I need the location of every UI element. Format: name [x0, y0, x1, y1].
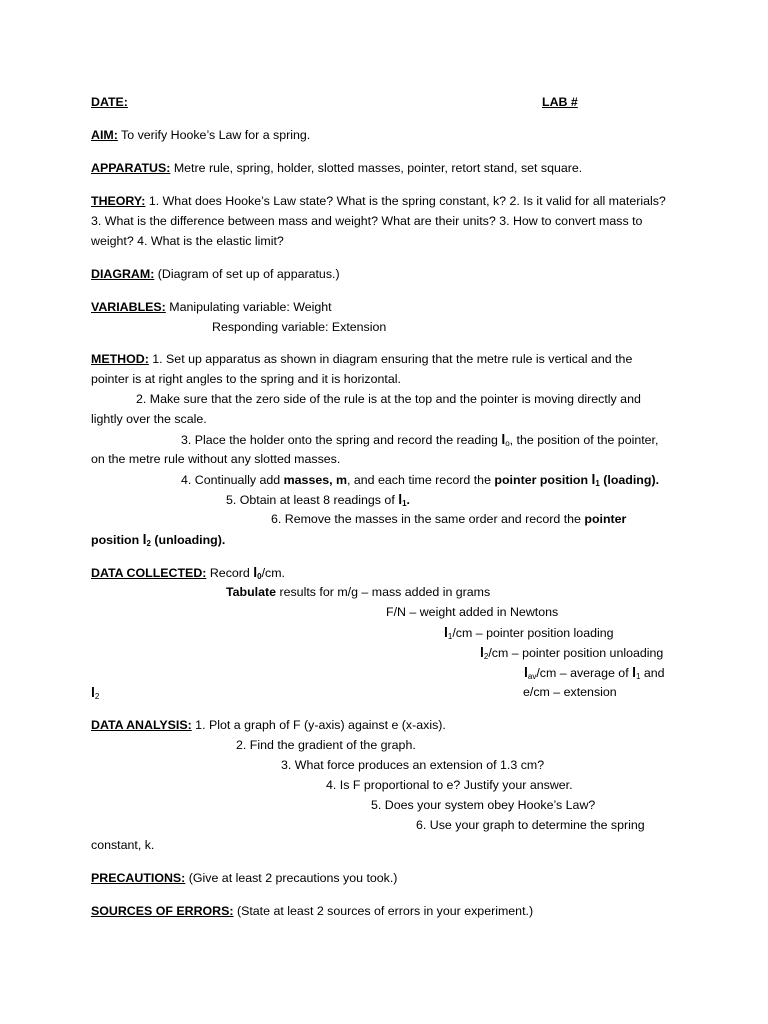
method-step-5 [226, 492, 410, 508]
tabulate-line [226, 585, 490, 600]
sources-of-errors-section [91, 904, 533, 919]
lav-text-end: and [640, 666, 665, 680]
weight-line: F/N – weight added in Newtons [386, 605, 559, 619]
l-symbol: l [444, 624, 448, 640]
l-symbol: l [591, 471, 596, 487]
l-symbol: l [91, 684, 95, 700]
tabulate-bold: Tabulate [226, 585, 277, 599]
data-analysis-label: DATA ANALYSIS: [91, 718, 192, 732]
date-heading [91, 95, 128, 110]
l2-wrap-line [91, 685, 99, 701]
l1-line [444, 625, 614, 641]
subscript: av [527, 672, 537, 681]
step-4-bold-pointer: pointer position [494, 473, 592, 487]
subscript: o [505, 439, 510, 448]
variables-section [91, 300, 332, 315]
subscript: 1 [635, 672, 641, 681]
method-step-1a: 1. Set up apparatus as shown in diagram ensuring that the metre rule is vertical and the [148, 352, 633, 366]
method-label: METHOD: [91, 352, 149, 366]
l-symbol: l [398, 491, 403, 507]
theory-line-2: 3. What is the difference between mass and weight? What are their units? 3. How to convert mass to [91, 214, 643, 228]
subscript: 1 [595, 479, 600, 488]
subscript: 2 [483, 652, 489, 661]
aim-text: To verify Hooke’s Law for a spring. [117, 128, 311, 142]
diagram-text: (Diagram of set up of apparatus.) [154, 267, 340, 281]
analysis-q5: 5. Does your system obey Hooke’s Law? [371, 798, 596, 812]
analysis-q6a: 6. Use your graph to determine the spring [416, 818, 645, 832]
method-step-6a [271, 512, 626, 527]
step-6-text: 6. Remove the masses in the same order and record the [271, 512, 585, 526]
analysis-q2: 2. Find the gradient of the graph. [236, 738, 416, 752]
aim-section [91, 128, 310, 143]
theory-section [91, 194, 666, 209]
date-label: DATE: [91, 95, 128, 109]
l-symbol: l [142, 531, 147, 547]
analysis-q6b: constant, k. [91, 838, 155, 852]
record-unit: /cm. [261, 566, 285, 580]
aim-label: AIM: [91, 128, 118, 142]
analysis-q3: 3. What force produces an extension of 1.3 cm? [281, 758, 545, 772]
precautions-label: PRECAUTIONS: [91, 871, 186, 885]
step-5-period: . [406, 493, 410, 507]
apparatus-label: APPARATUS: [91, 161, 171, 175]
theory-line-3: weight? 4. What is the elastic limit? [91, 234, 284, 248]
diagram-section [91, 267, 340, 282]
method-step-6b [91, 532, 225, 548]
extension-line: e/cm – extension [523, 685, 617, 699]
method-step-2a: 2. Make sure that the zero side of the rule is at the top and the pointer is moving directly and [136, 392, 641, 406]
subscript: 2 [94, 692, 100, 701]
l-symbol: l [501, 431, 506, 447]
l2-text: /cm – pointer position unloading [488, 646, 664, 660]
step-4-text: 4. Continually add [181, 473, 284, 487]
sources-of-errors-label: SOURCES OF ERRORS: [91, 904, 234, 918]
step-6-bold-position: position [91, 533, 143, 547]
step-3-text: 3. Place the holder onto the spring and record the reading [181, 433, 502, 447]
tabulate-text: results for m/g – mass added in grams [276, 585, 491, 599]
method-step-2b: lightly over the scale. [91, 412, 207, 426]
step-6-bold-pointer: pointer [584, 512, 627, 526]
apparatus-section [91, 161, 582, 176]
precautions-section [91, 871, 397, 886]
analysis-q1: 1. Plot a graph of F (y-axis) against e (x-axis). [191, 718, 446, 732]
l-symbol: l [253, 564, 258, 580]
lab-number-label: LAB # [542, 95, 578, 109]
l1-text: /cm – pointer position loading [452, 626, 614, 640]
step-6-bold-unloading: (unloading). [150, 533, 226, 547]
step-5-text: 5. Obtain at least 8 readings of [226, 493, 399, 507]
step-3-text-end: , the position of the pointer, [509, 433, 659, 447]
theory-label: THEORY: [91, 194, 146, 208]
data-analysis-section [91, 718, 446, 733]
l-symbol: l [480, 644, 484, 660]
method-section [91, 352, 632, 367]
responding-variable: Responding variable: Extension [212, 320, 387, 334]
step-4-bold-masses: masses, m [283, 473, 348, 487]
variables-label: VARIABLES: [91, 300, 166, 314]
analysis-q4: 4. Is F proportional to e? Justify your answer. [326, 778, 573, 792]
method-step-1b: pointer is at right angles to the spring and it is horizontal. [91, 372, 401, 386]
subscript: 1 [447, 632, 453, 641]
step-4-bold-loading: (loading). [599, 473, 660, 487]
subscript: 1 [402, 499, 407, 508]
record-text: Record [206, 566, 254, 580]
subscript: 0 [257, 572, 262, 581]
lav-line [524, 665, 665, 681]
manipulating-variable: Manipulating variable: Weight [165, 300, 332, 314]
method-step-4 [181, 472, 659, 488]
l-symbol: l [632, 664, 636, 680]
diagram-label: DIAGRAM: [91, 267, 155, 281]
precautions-text: (Give at least 2 precautions you took.) [185, 871, 398, 885]
apparatus-text: Metre rule, spring, holder, slotted masses, pointer, retort stand, set square. [170, 161, 583, 175]
method-step-3a [181, 432, 658, 448]
data-collected-section [91, 565, 285, 581]
step-4-text-mid: , and each time record the [347, 473, 495, 487]
subscript: 2 [146, 539, 151, 548]
data-collected-label: DATA COLLECTED: [91, 566, 207, 580]
method-step-3b: on the metre rule without any slotted masses. [91, 452, 341, 466]
lab-number-heading [542, 95, 578, 110]
sources-of-errors-text: (State at least 2 sources of errors in your experiment.) [233, 904, 534, 918]
lav-text: /cm – average of [536, 666, 633, 680]
l2-line [480, 645, 663, 661]
theory-line-1: 1. What does Hooke’s Law state? What is the spring constant, k? 2. Is it valid for all materials? [145, 194, 666, 208]
l-symbol: l [524, 664, 528, 680]
